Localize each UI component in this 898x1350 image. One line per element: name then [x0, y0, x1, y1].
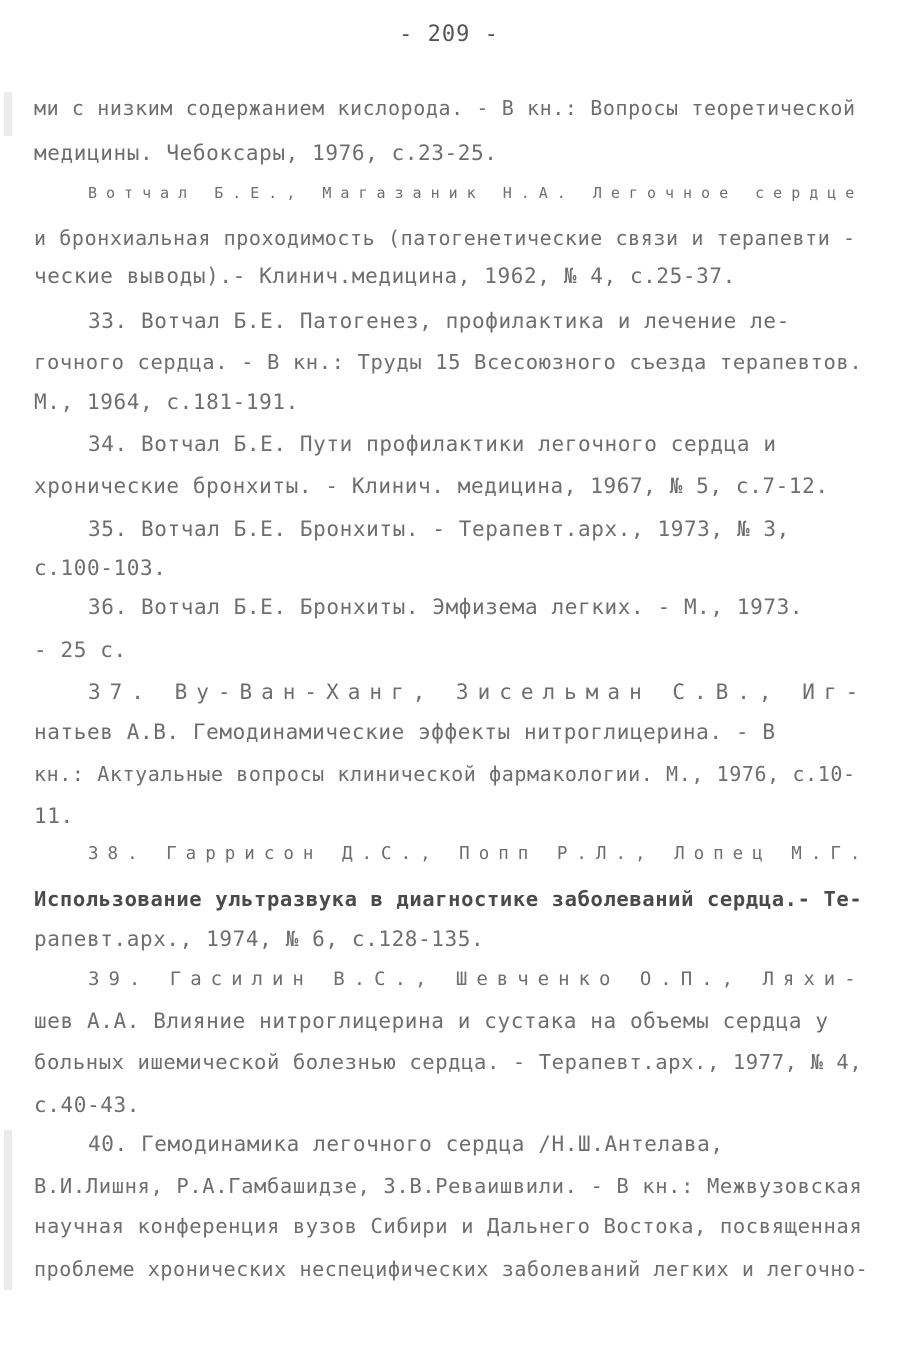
margin-shadow [4, 92, 12, 136]
reference-entry: 38. Гаррисон Д.С., Попп Р.Л., Лопец М.Г. [88, 844, 870, 864]
text-line: научная конференция вузов Сибири и Дальнего Востока, посвященная [34, 1214, 863, 1238]
text-line: рапевт.арх., 1974, № 6, с.128-135. [34, 927, 485, 951]
text-line: В.И.Лишня, Р.А.Гамбашидзе, З.В.Реваишвили. - В кн.: Межвузовская [34, 1174, 863, 1198]
reference-entry: 34. Вотчал Б.Е. Пути профилактики легочного сердца и [88, 432, 777, 456]
text-line: натьев А.В. Гемодинамические эффекты нитроглицерина. - В [34, 720, 776, 744]
text-line: ми с низким содержанием кислорода. - В кн.: Вопросы теоретической [34, 96, 856, 120]
text-line: шев А.А. Влияние нитроглицерина и сустака на объемы сердца у [34, 1009, 829, 1033]
reference-entry: 35. Вотчал Б.Е. Бронхиты. - Терапевт.арх., 1973, № 3, [88, 517, 790, 541]
reference-entry: 37. Ву-Ван-Ханг, Зисельман С.В., Иг- [88, 680, 868, 704]
page-number: - 209 - [399, 22, 499, 47]
text-line: больных ишемической болезнью сердца. - Терапевт.арх., 1977, № 4, [34, 1050, 863, 1074]
text-line: с.100-103. [34, 556, 167, 580]
text-line: с.40-43. [34, 1093, 140, 1117]
text-line: Использование ультразвука в диагностике заболеваний сердца.- Те- [34, 887, 863, 911]
text-line: 11. [34, 804, 74, 828]
reference-entry: 40. Гемодинамика легочного сердца /Н.Ш.Антелава, [88, 1132, 724, 1156]
text-line: ческие выводы).- Клинич.медицина, 1962, № 4, с.25-37. [34, 264, 736, 288]
reference-entry: Вотчал Б.Е., Магазаник Н.А. Легочное сердце [88, 184, 864, 202]
text-line: - 25 с. [34, 638, 127, 662]
text-line: гочного сердца. - В кн.: Труды 15 Всесоюзного съезда терапевтов. [34, 350, 863, 374]
margin-shadow [4, 1130, 12, 1290]
text-line: М., 1964, с.181-191. [34, 390, 299, 414]
reference-entry: 36. Вотчал Б.Е. Бронхиты. Эмфизема легких. - М., 1973. [88, 595, 804, 619]
reference-entry: 39. Гасилин В.С., Шевченко О.П., Ляхи- [88, 968, 865, 990]
text-line: и бронхиальная проходимость (патогенетические связи и терапевти - [34, 226, 856, 250]
text-line: проблеме хронических неспецифических заболеваний легких и легочно- [34, 1257, 869, 1281]
text-line: медицины. Чебоксары, 1976, с.23-25. [34, 141, 498, 165]
reference-entry: 33. Вотчал Б.Е. Патогенез, профилактика и лечение ле- [88, 309, 790, 333]
text-line: хронические бронхиты. - Клинич. медицина, 1967, № 5, с.7-12. [34, 474, 829, 498]
text-line: кн.: Актуальные вопросы клинической фармакологии. М., 1976, с.10- [34, 762, 856, 786]
